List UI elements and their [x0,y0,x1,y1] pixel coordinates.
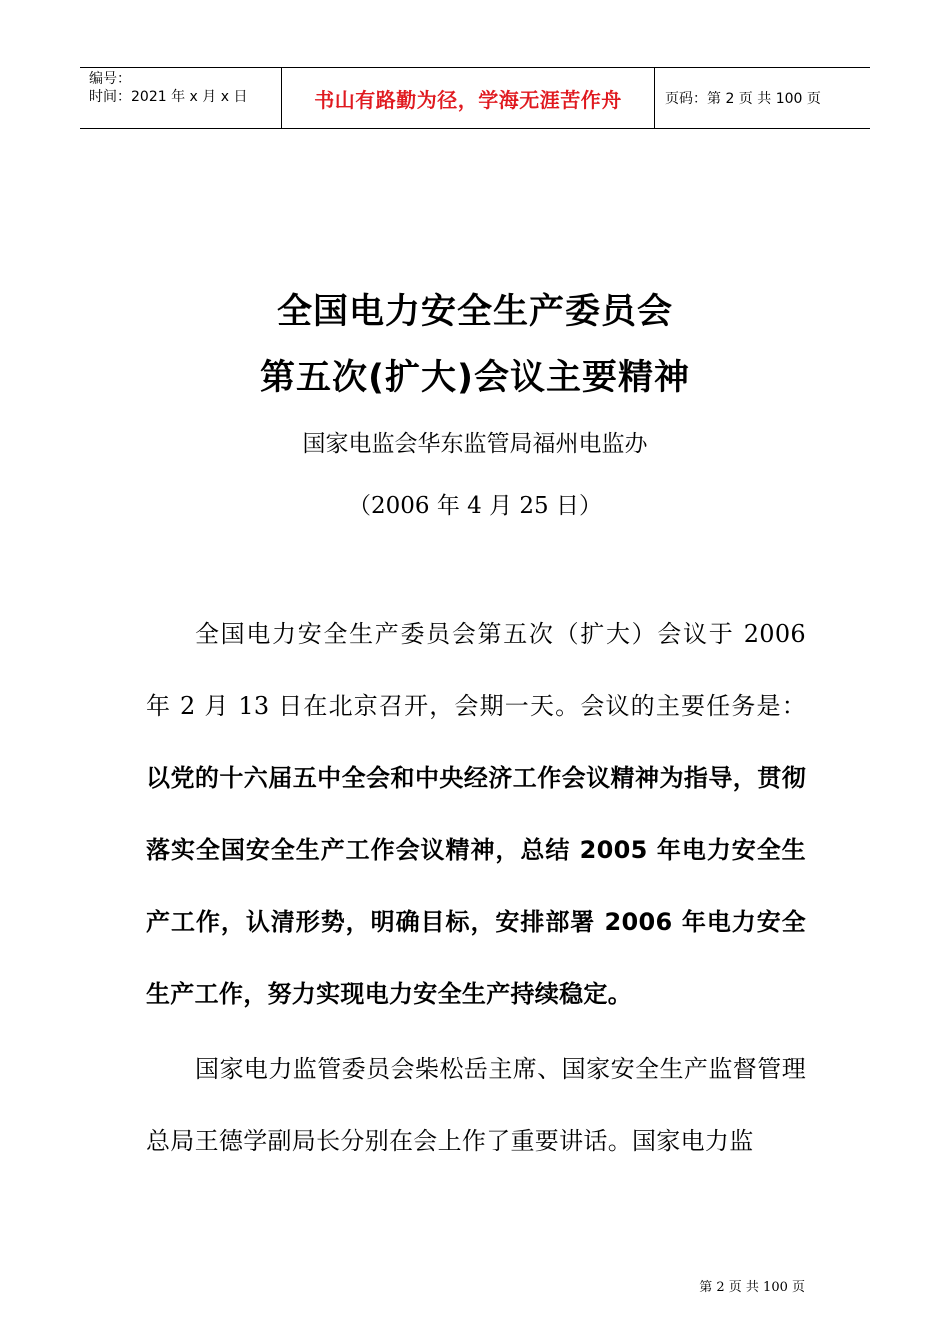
document-date: （2006 年 4 月 25 日） [348,493,602,519]
page-footer: 第 2 页 共 100 页 [699,1280,805,1295]
paragraph-1-intro: 全国电力安全生产委员会第五次（扩大）会议于 2006 年 2 月 13 日在北京召开，会期一天。会议的主要任务是： [146,620,806,720]
header-meta [80,68,282,128]
document-title-line2: 第五次(扩大)会议主要精神 [260,358,690,398]
time-label: 时间：2021 年 x 月 x 日 [89,89,248,105]
page-header [80,67,870,129]
header-page-info: 页码：第 2 页 共 100 页 [665,91,821,107]
body-paragraph-1 [146,598,806,1030]
issuing-organization: 国家电监会华东监管局福州电监办 [302,431,648,457]
number-label: 编号： [89,71,131,87]
document-title-line1: 全国电力安全生产委员会 [276,292,673,332]
body-paragraph-2: 国家电力监管委员会柴松岳主席、国家安全生产监督管理总局王德学副局长分别在会上作了重要讲话。国家电力监 [146,1055,806,1155]
paragraph-1-emphasis: 以党的十六届五中全会和中央经济工作会议精神为指导，贯彻落实全国安全生产工作会议精神，总结 2005 年电力安全生产工作，认清形势，明确目标，安排部署 2006 年电力安全生产工作，努力实现电力安全生产持续稳定。 [146,764,806,1008]
header-motto: 书山有路勤为径，学海无涯苦作舟 [282,68,655,128]
